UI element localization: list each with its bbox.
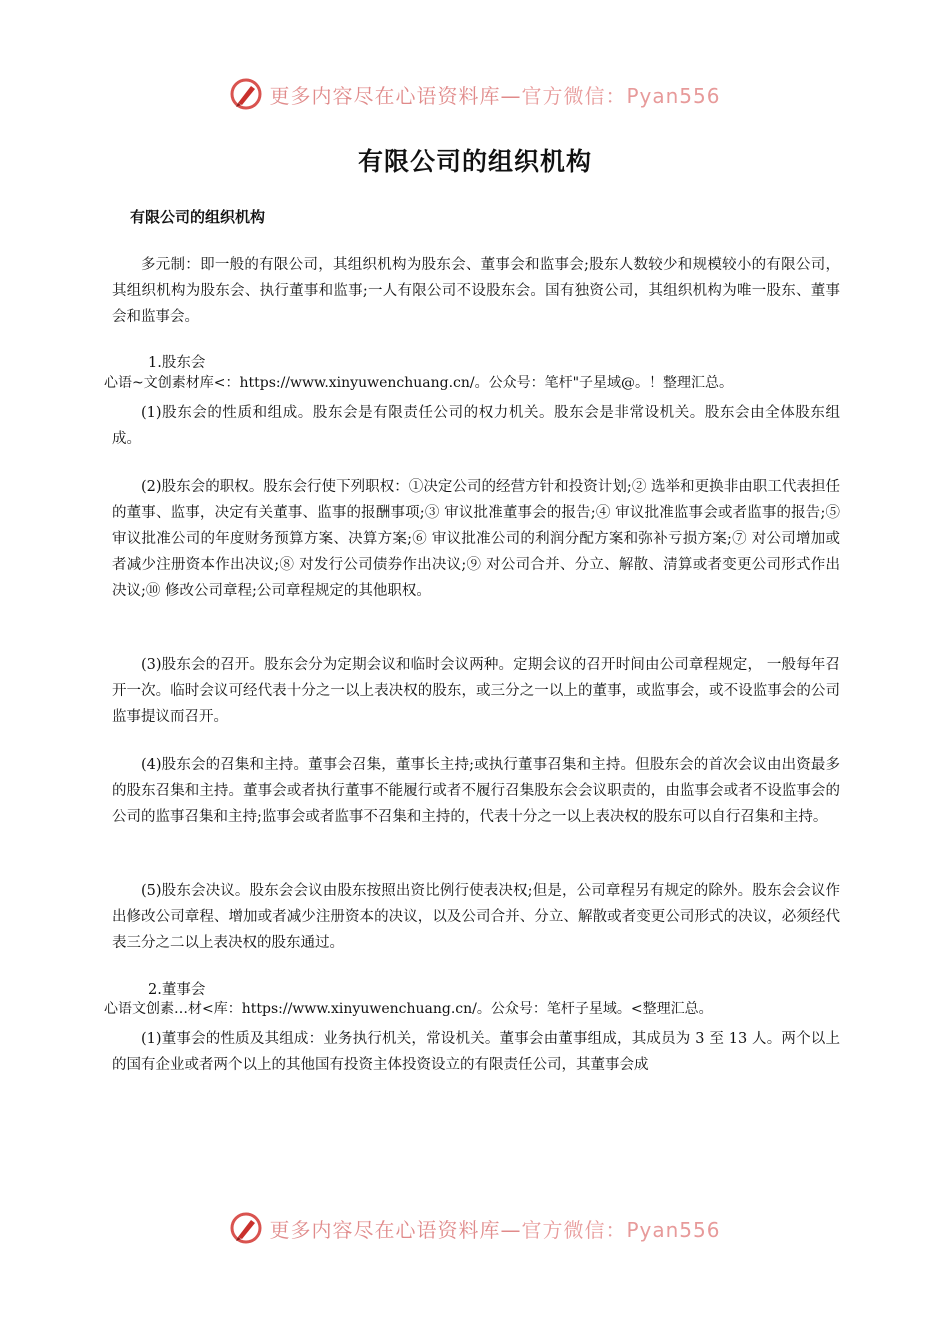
footer-banner bbox=[0, 1208, 950, 1248]
section2-para-1-block bbox=[112, 1026, 840, 1078]
document-subtitle: 有限公司的组织机构 bbox=[130, 208, 266, 226]
section-heading-shareholders: 1.股东会 bbox=[148, 355, 206, 371]
paragraph: (3)股东会的召开。股东会分为定期会议和临时会议两种。定期会议的召开时间由公司章程规定， 一般每年召开一次。临时会议可经代表十分之一以上表决权的股东，或三分之一以上的董事，或监事会，或不设监事会的公司监事提议而召开。 bbox=[112, 657, 840, 725]
banner-text bbox=[269, 80, 720, 109]
banner-wechat-text: 官方微信：Pyan556 bbox=[521, 1217, 721, 1242]
paragraph: (5)股东会决议。股东会会议由股东按照出资比例行使表决权;但是，公司章程另有规定的除外。股东会会议作出修改公司章程、增加或者减少注册资本的决议，以及公司合并、分立、解散或者变更公司形式的决议，必须经代表三分之二以上表决权的股东通过。 bbox=[112, 883, 840, 951]
pen-nib-logo-icon bbox=[229, 1211, 263, 1245]
banner-main-text: 更多内容尽在心语资料库— bbox=[269, 1217, 522, 1242]
header-banner bbox=[0, 74, 950, 114]
source-note: 心语~文创素材库<：https://www.xinyuwenchuang.cn/。公众号：笔杆"子星域@。！整理汇总。 bbox=[104, 375, 734, 391]
banner-wechat-text: 官方微信：Pyan556 bbox=[521, 83, 721, 108]
paragraph: (1)董事会的性质及其组成：业务执行机关，常设机关。董事会由董事组成，其成员为 3 至 13 人。两个以上的国有企业或者两个以上的其他国有投资主体投资设立的有限责任公司，其董事会成 bbox=[112, 1031, 840, 1073]
section1-para-3-block bbox=[112, 652, 840, 730]
banner-main-text: 更多内容尽在心语资料库— bbox=[269, 83, 522, 108]
document-title: 有限公司的组织机构 bbox=[357, 147, 592, 176]
paragraph: (4)股东会的召集和主持。董事会召集，董事长主持;或执行董事召集和主持。但股东会的首次会议由出资最多的股东召集和主持。董事会或者执行董事不能履行或者不履行召集股东会会议职责的，由监事会或者不设监事会的公司的监事召集和主持;监事会或者监事不召集和主持的，代表十分之一以上表决权的股东可以自行召集和主持。 bbox=[112, 757, 840, 825]
intro-block bbox=[112, 252, 840, 330]
section-heading-board: 2.董事会 bbox=[148, 982, 206, 998]
source-note: 心语文创素…材<库：https://www.xinyuwenchuang.cn/。公众号：笔杆子星域。<整理汇总。 bbox=[104, 1001, 713, 1017]
paragraph: (2)股东会的职权。股东会行使下列职权：①决定公司的经营方针和投资计划;② 选举和更换非由职工代表担任的董事、监事，决定有关董事、监事的报酬事项;③ 审议批准董事会的报告;④ 审议批准监事会或者监事的报告;⑤ 审议批准公司的年度财务预算方案、决算方案;⑥ 审议批准公司的利润分配方案和弥补亏损方案;⑦ 对公司增加或者减少注册资本作出决议;⑧ 对发行公司债券作出决议;⑨ 对公司合并、分立、解散、清算或者变更公司形式作出决议;⑩ 修改公司章程;公司章程规定的其他职权。 bbox=[112, 479, 840, 599]
intro-paragraph: 多元制：即一般的有限公司，其组织机构为股东会、董事会和监事会;股东人数较少和规模较小的有限公司，其组织机构为股东会、执行董事和监事;一人有限公司不设股东会。国有独资公司，其组织机构为唯一股东、董事会和监事会。 bbox=[112, 257, 840, 325]
section1-para-1-block bbox=[112, 400, 840, 452]
section1-para-4-block bbox=[112, 752, 840, 830]
section1-para-2-block bbox=[112, 474, 840, 604]
section1-para-5-block bbox=[112, 878, 840, 956]
paragraph: (1)股东会的性质和组成。股东会是有限责任公司的权力机关。股东会是非常设机关。股东会由全体股东组成。 bbox=[112, 405, 840, 447]
pen-nib-logo-icon bbox=[229, 77, 263, 111]
banner-text bbox=[269, 1214, 720, 1243]
